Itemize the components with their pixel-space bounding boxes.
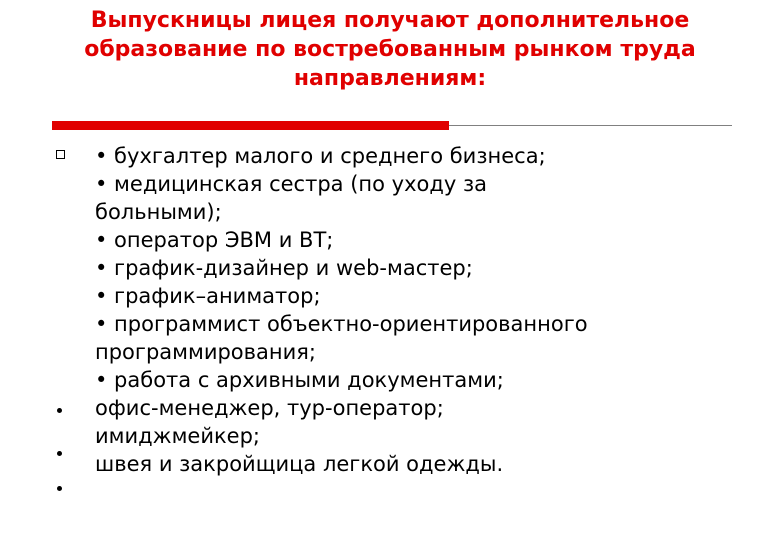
list-line: • медицинская сестра (по уходу за bbox=[95, 172, 487, 196]
hollow-square-bullet-icon bbox=[56, 150, 65, 159]
list-line: • бухгалтер малого и среднего бизнеса; bbox=[95, 144, 546, 168]
list-line: программирования; bbox=[95, 340, 316, 364]
list-line: • программист объектно-ориентированного bbox=[95, 312, 588, 336]
list-line: офис-менеджер, тур-оператор; bbox=[95, 396, 444, 420]
list-line: • график-дизайнер и web-мастер; bbox=[95, 256, 473, 280]
list-line: • работа с архивными документами; bbox=[95, 368, 504, 392]
list-line: • график–аниматор; bbox=[95, 284, 321, 308]
slide-title-line-1: Выпускницы лицея получают дополнительное bbox=[90, 8, 690, 33]
bullet-dot-icon bbox=[57, 408, 62, 413]
slide-title-line-3: направлениям: bbox=[293, 66, 487, 91]
list-line: больными); bbox=[95, 200, 222, 224]
slide-title-line-2: образование по востребованным рынком труда bbox=[84, 37, 696, 62]
bullet-dot-icon bbox=[57, 451, 62, 456]
bullet-dot-icon bbox=[57, 486, 62, 491]
professions-list bbox=[95, 142, 765, 478]
list-line: имиджмейкер; bbox=[95, 424, 260, 448]
list-line: • оператор ЭВМ и ВТ; bbox=[95, 228, 334, 252]
list-line: швея и закройщица легкой одежды. bbox=[95, 452, 504, 476]
